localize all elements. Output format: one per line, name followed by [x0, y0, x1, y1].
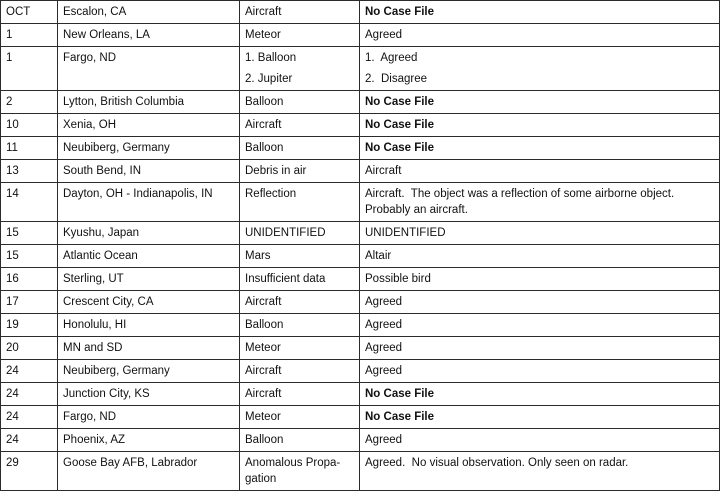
location-cell: Fargo, ND [58, 47, 240, 91]
date-cell: 15 [1, 245, 58, 268]
evaluation-cell: Balloon [240, 429, 360, 452]
table-row [1, 1, 720, 24]
evaluation-line: gation [245, 473, 277, 485]
table-row [1, 160, 720, 183]
location-cell: Junction City, KS [58, 383, 240, 406]
table-row [1, 314, 720, 337]
conclusion-cell: No Case File [360, 383, 720, 406]
location-cell: Phoenix, AZ [58, 429, 240, 452]
conclusion-cell: Altair [360, 245, 720, 268]
date-cell: 2 [1, 91, 58, 114]
conclusion-cell: Agreed [360, 429, 720, 452]
evaluation-cell: Aircraft [240, 1, 360, 24]
evaluation-line: 1. Balloon [245, 52, 297, 64]
conclusion-cell: No Case File [360, 406, 720, 429]
table-row [1, 452, 720, 491]
evaluation-cell: Reflection [240, 183, 360, 222]
date-cell: 19 [1, 314, 58, 337]
table-row [1, 137, 720, 160]
location-cell: South Bend, IN [58, 160, 240, 183]
date-cell: 1 [1, 47, 58, 91]
conclusion-cell [360, 183, 720, 222]
location-cell: Xenia, OH [58, 114, 240, 137]
location-cell: Kyushu, Japan [58, 222, 240, 245]
date-cell: 13 [1, 160, 58, 183]
table-row [1, 24, 720, 47]
evaluation-cell: Meteor [240, 24, 360, 47]
table-row [1, 383, 720, 406]
date-cell: 1 [1, 24, 58, 47]
location-cell: Atlantic Ocean [58, 245, 240, 268]
location-cell: Goose Bay AFB, Labrador [58, 452, 240, 491]
table-row [1, 91, 720, 114]
table-row [1, 222, 720, 245]
evaluation-cell: Balloon [240, 91, 360, 114]
location-cell: Neubiberg, Germany [58, 137, 240, 160]
date-cell: 11 [1, 137, 58, 160]
table-row [1, 291, 720, 314]
conclusion-cell: No Case File [360, 91, 720, 114]
conclusion-cell: Agreed [360, 24, 720, 47]
table-row [1, 406, 720, 429]
conclusion-line: 2. Disagree [365, 73, 428, 85]
conclusion-cell: UNIDENTIFIED [360, 222, 720, 245]
table-row [1, 47, 720, 91]
evaluation-cell: Insufficient data [240, 268, 360, 291]
conclusion-cell: No Case File [360, 1, 720, 24]
date-cell: 24 [1, 383, 58, 406]
conclusion-cell: No Case File [360, 114, 720, 137]
date-cell: 24 [1, 406, 58, 429]
location-cell: Fargo, ND [58, 406, 240, 429]
table-row [1, 360, 720, 383]
table-row [1, 183, 720, 222]
conclusion-line: 1. Agreed [365, 52, 418, 64]
date-cell: 17 [1, 291, 58, 314]
conclusion-line: Probably an aircraft. [365, 204, 468, 216]
evaluation-cell: Meteor [240, 337, 360, 360]
location-cell: Crescent City, CA [58, 291, 240, 314]
evaluation-cell [240, 452, 360, 491]
conclusion-line: Aircraft. The object was a reflection of some airborne object. [365, 188, 675, 200]
conclusion-cell: Agreed [360, 314, 720, 337]
date-cell: 24 [1, 429, 58, 452]
date-cell: 15 [1, 222, 58, 245]
conclusion-cell: Agreed [360, 360, 720, 383]
evaluation-cell: Meteor [240, 406, 360, 429]
evaluation-line: Anomalous Propa- [245, 457, 341, 469]
conclusion-cell: Possible bird [360, 268, 720, 291]
evaluation-cell: Mars [240, 245, 360, 268]
location-cell: Sterling, UT [58, 268, 240, 291]
location-cell: Honolulu, HI [58, 314, 240, 337]
location-cell: Lytton, British Columbia [58, 91, 240, 114]
evaluation-line: 2. Jupiter [245, 73, 293, 85]
evaluation-cell: Debris in air [240, 160, 360, 183]
conclusion-cell: Agreed [360, 291, 720, 314]
location-cell: Escalon, CA [58, 1, 240, 24]
date-cell: 14 [1, 183, 58, 222]
evaluation-cell: Aircraft [240, 291, 360, 314]
evaluation-cell [240, 47, 360, 91]
evaluation-cell: Balloon [240, 137, 360, 160]
location-cell: New Orleans, LA [58, 24, 240, 47]
date-cell: 20 [1, 337, 58, 360]
conclusion-cell: Agreed [360, 337, 720, 360]
conclusion-cell: Aircraft [360, 160, 720, 183]
table-row [1, 114, 720, 137]
table-row [1, 268, 720, 291]
table-row [1, 429, 720, 452]
date-cell: 16 [1, 268, 58, 291]
table-row [1, 245, 720, 268]
date-cell: 29 [1, 452, 58, 491]
date-cell: 10 [1, 114, 58, 137]
date-cell: OCT [1, 1, 58, 24]
evaluation-cell: Balloon [240, 314, 360, 337]
location-cell: Dayton, OH - Indianapolis, IN [58, 183, 240, 222]
evaluation-cell: Aircraft [240, 360, 360, 383]
conclusion-cell: Agreed. No visual observation. Only seen on radar. [360, 452, 720, 491]
conclusion-cell: No Case File [360, 137, 720, 160]
date-cell: 24 [1, 360, 58, 383]
location-cell: MN and SD [58, 337, 240, 360]
table-row [1, 337, 720, 360]
evaluation-cell: Aircraft [240, 383, 360, 406]
location-cell: Neubiberg, Germany [58, 360, 240, 383]
conclusion-cell [360, 47, 720, 91]
evaluation-cell: Aircraft [240, 114, 360, 137]
evaluation-cell: UNIDENTIFIED [240, 222, 360, 245]
